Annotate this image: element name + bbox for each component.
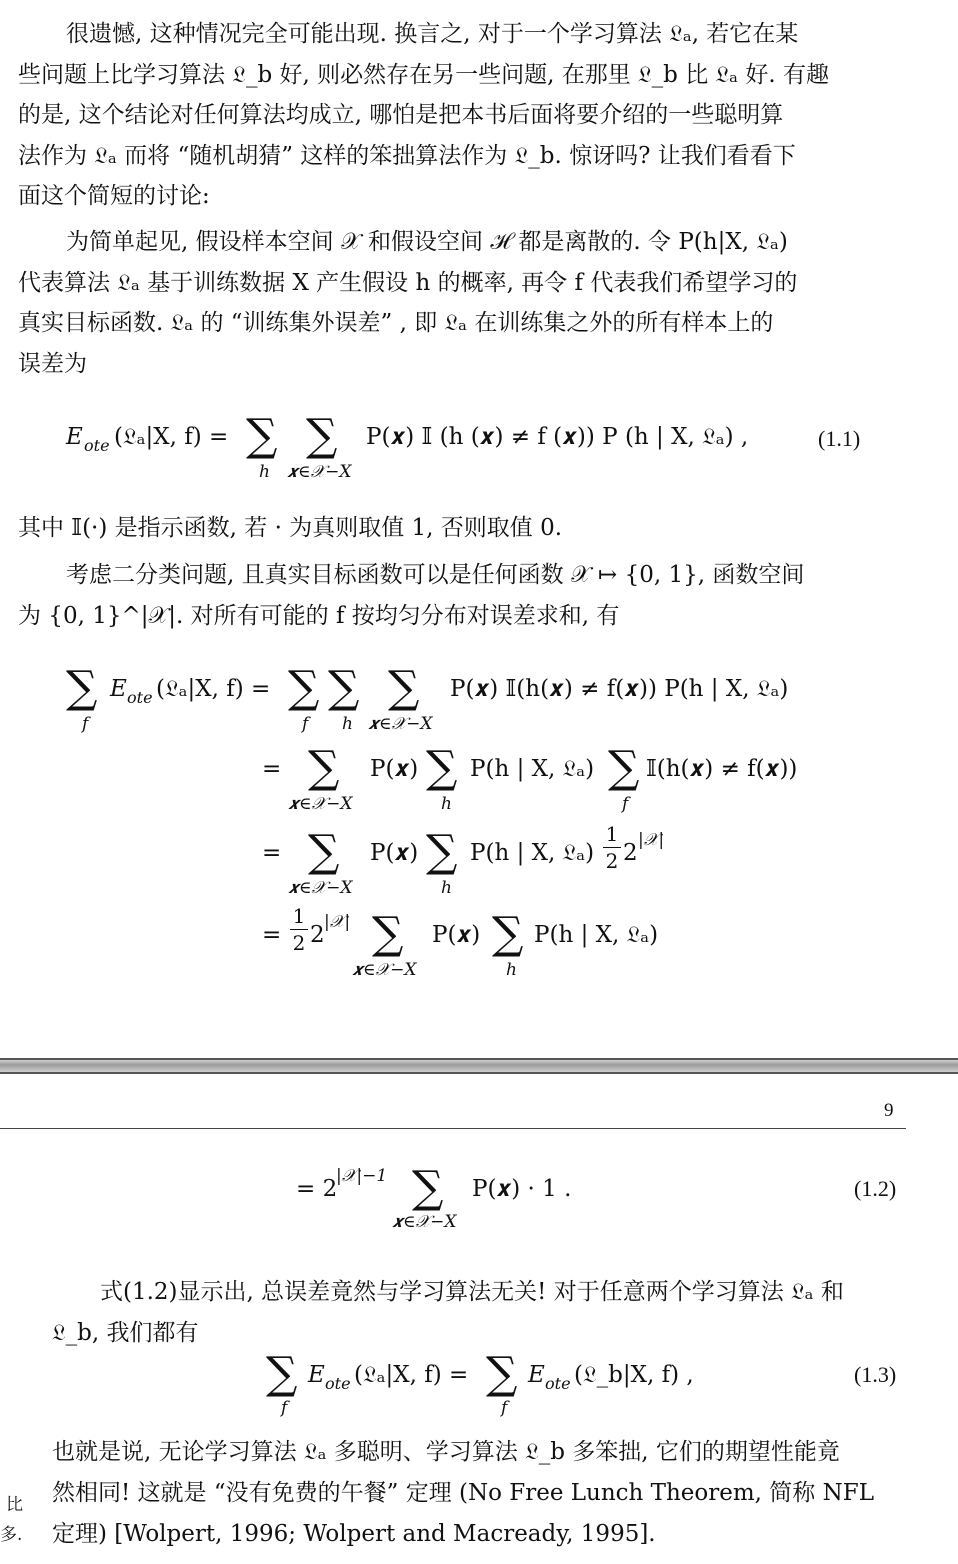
- sum-symbol: ∑: [372, 908, 404, 959]
- deriv-lhs-subscript: ote: [127, 688, 153, 707]
- sum-index: f: [82, 714, 89, 734]
- power-exponent: |𝒳|: [638, 830, 665, 850]
- sum-index: h: [441, 794, 452, 814]
- eq3-right-subscript: ote: [545, 1374, 571, 1393]
- sum-index: 𝒙∈𝒳−X: [392, 1212, 457, 1232]
- paragraph-setup: [18, 222, 870, 384]
- eq3-left: E: [308, 1362, 325, 1388]
- paragraph-nfl: [52, 1432, 904, 1555]
- equation-number: (1.3): [854, 1362, 897, 1387]
- fraction-denominator: 2: [292, 931, 306, 955]
- power-exponent: |𝒳|: [324, 912, 351, 932]
- equals-sign: =: [262, 756, 282, 782]
- text-line: 考虑二分类问题, 且真实目标函数可以是任何函数 𝒳 ↦ {0, 1}, 函数空间: [66, 562, 805, 588]
- sum-symbol: ∑: [66, 662, 98, 713]
- paragraph-intro: [18, 14, 870, 217]
- paragraph-conclusion: [52, 1272, 904, 1354]
- text-line: 为 {0, 1}^|𝒳|. 对所有可能的 f 按均匀分布对误差求和, 有: [18, 602, 620, 629]
- margin-note-line: 多.: [0, 1525, 23, 1545]
- fraction-numerator: 1: [605, 822, 619, 846]
- equals-sign: =: [262, 840, 282, 866]
- header-rule: [0, 1128, 906, 1129]
- text-line: 式(1.2)显示出, 总误差竟然与学习算法无关! 对于任意两个学习算法 𝔏ₐ 和: [100, 1279, 844, 1305]
- sum-index: f: [622, 794, 629, 814]
- eq1-body: P(𝒙) 𝕀 (h (𝒙) ≠ f (𝒙)) P (h | X, 𝔏ₐ) ,: [366, 424, 749, 450]
- text-line: 些问题上比学习算法 𝔏_b 好, 则必然存在另一些问题, 在那里 𝔏_b 比 𝔏ₐ 好. 有趣: [18, 61, 829, 88]
- sum-index: f: [501, 1398, 508, 1418]
- sum-index: h: [342, 714, 353, 734]
- sum-index: 𝒙∈𝒳−X: [352, 960, 417, 980]
- sum-symbol: ∑: [426, 826, 458, 877]
- sum-symbol: ∑: [266, 1348, 298, 1399]
- page-break-band: [0, 1060, 958, 1072]
- sum-symbol: ∑: [388, 662, 420, 713]
- deriv-line1-body: P(𝒙) 𝕀(h(𝒙) ≠ f(𝒙)) P(h | X, 𝔏ₐ): [450, 676, 789, 702]
- power-base: 2: [623, 840, 638, 866]
- text-line: 代表算法 𝔏ₐ 基于训练数据 X 产生假设 h 的概率, 再令 f 代表我们希望学习的: [18, 269, 798, 296]
- deriv-line3-term: P(𝒙): [370, 840, 419, 866]
- sum-symbol: ∑: [308, 826, 340, 877]
- equation-number: (1.2): [854, 1176, 897, 1201]
- sum-index: 𝒙∈𝒳−X: [288, 878, 353, 898]
- deriv-line2-term: P(𝒙): [370, 756, 419, 782]
- equation-number: (1.1): [818, 426, 861, 451]
- deriv-lhs-args: (𝔏ₐ|X, f) =: [156, 676, 271, 702]
- page-number: 9: [884, 1100, 894, 1121]
- deriv-line3-term: P(h | X, 𝔏ₐ): [470, 840, 595, 866]
- eq2-prefix: = 2: [296, 1176, 338, 1202]
- deriv-line2-term: P(h | X, 𝔏ₐ): [470, 756, 595, 782]
- page-break-line: [0, 1072, 958, 1074]
- sum-index: 𝒙∈𝒳−X: [288, 794, 353, 814]
- text-line: 面这个简短的讨论:: [18, 183, 210, 209]
- sum-index: h: [441, 878, 452, 898]
- text-line: 法作为 𝔏ₐ 而将 “随机胡猜” 这样的笨拙算法作为 𝔏_b. 惊讶吗? 让我们看看下: [18, 142, 796, 169]
- eq3-right-args: (𝔏_b|X, f) ,: [574, 1362, 694, 1388]
- eq2-body: P(𝒙) · 1 .: [472, 1176, 572, 1202]
- fraction-one-half: [290, 904, 308, 955]
- paragraph-binary: [18, 555, 870, 636]
- sum-symbol: ∑: [486, 1348, 518, 1399]
- sum-index: f: [281, 1398, 288, 1418]
- eq3-right: E: [528, 1362, 545, 1388]
- eq3-left-subscript: ote: [325, 1374, 351, 1393]
- sum-index: 𝒙∈𝒳−X: [368, 714, 433, 734]
- deriv-lhs: E: [110, 676, 127, 702]
- deriv-line2-term: 𝕀(h(𝒙) ≠ f(𝒙)): [646, 756, 798, 782]
- margin-note: [0, 1490, 23, 1550]
- power-exponent: |𝒳|−1: [336, 1166, 388, 1186]
- text-line: 真实目标函数. 𝔏ₐ 的 “训练集外误差” , 即 𝔏ₐ 在训练集之外的所有样本上的: [18, 310, 774, 336]
- power-base: 2: [310, 922, 325, 948]
- eq1-lhs-args: (𝔏ₐ|X, f) =: [114, 424, 229, 450]
- sum-index: f: [302, 714, 309, 734]
- fraction-numerator: 1: [292, 904, 306, 928]
- text-line: 𝔏_b, 我们都有: [52, 1320, 199, 1346]
- text-line: 其中 𝕀(·) 是指示函数, 若 · 为真则取值 1, 否则取值 0.: [18, 515, 563, 541]
- text-line: 很遗憾, 这种情况完全可能出现. 换言之, 对于一个学习算法 𝔏ₐ, 若它在某: [66, 21, 799, 47]
- text-line: 的是, 这个结论对任何算法均成立, 哪怕是把本书后面将要介绍的一些聪明算: [18, 102, 784, 128]
- text-line: 为简单起见, 假设样本空间 𝒳 和假设空间 ℋ 都是离散的. 令 P(h|X, 𝔏ₐ): [66, 229, 788, 255]
- sum-symbol: ∑: [426, 742, 458, 793]
- eq1-lhs-subscript: ote: [84, 436, 110, 455]
- sum-index: h: [259, 462, 270, 482]
- sum-symbol: ∑: [246, 410, 278, 461]
- eq1-lhs: E: [66, 424, 83, 450]
- eq3-left-args: (𝔏ₐ|X, f) =: [354, 1362, 469, 1388]
- text-line: 然相同! 这就是 “没有免费的午餐” 定理 (No Free Lunch Theorem, 简称 NFL: [52, 1480, 874, 1506]
- sum-symbol: ∑: [492, 908, 524, 959]
- text-line: 误差为: [18, 350, 87, 377]
- fraction-one-half: [603, 822, 621, 873]
- text-line: 定理) [Wolpert, 1996; Wolpert and Macready, 1995].: [52, 1521, 656, 1547]
- sum-symbol: ∑: [308, 742, 340, 793]
- deriv-line4-term: P(𝒙): [432, 922, 481, 948]
- sum-symbol: ∑: [306, 410, 338, 461]
- sum-index: 𝒙∈𝒳−X: [287, 462, 352, 482]
- paragraph-indicator: [18, 508, 870, 549]
- text-line: 也就是说, 无论学习算法 𝔏ₐ 多聪明、学习算法 𝔏_b 多笨拙, 它们的期望性能竟: [52, 1439, 840, 1465]
- sum-symbol: ∑: [288, 662, 320, 713]
- sum-symbol: ∑: [328, 662, 360, 713]
- equals-sign: =: [262, 922, 282, 948]
- sum-index: h: [506, 960, 517, 980]
- fraction-denominator: 2: [605, 849, 619, 873]
- sum-symbol: ∑: [412, 1162, 444, 1213]
- sum-symbol: ∑: [608, 742, 640, 793]
- deriv-line4-term: P(h | X, 𝔏ₐ): [534, 922, 659, 948]
- margin-note-line: 比: [6, 1495, 23, 1515]
